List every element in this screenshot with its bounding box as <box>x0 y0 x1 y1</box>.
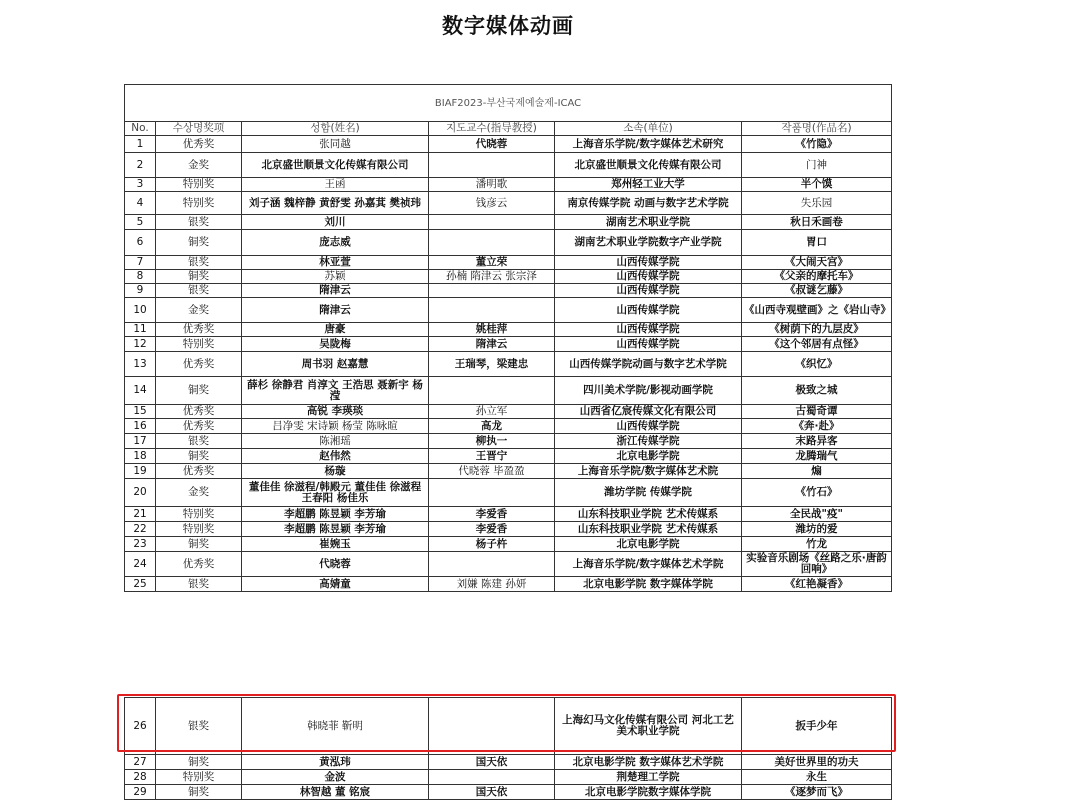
cell-names: 周书羽 赵嘉慧 <box>242 352 429 377</box>
cell-advisor <box>429 284 555 298</box>
cell-award: 银奖 <box>156 434 242 449</box>
table-row <box>125 298 892 323</box>
cell-award: 银奖 <box>156 215 242 230</box>
cell-no: 9 <box>125 284 156 298</box>
table-row <box>125 323 892 337</box>
cell-unit: 荆楚理工学院 <box>555 770 742 785</box>
cell-unit: 上海音乐学院/数字媒体艺术学院 <box>555 552 742 577</box>
cell-unit: 山西传媒学院动画与数字艺术学院 <box>555 352 742 377</box>
cell-no: 21 <box>125 507 156 522</box>
cell-award: 铜奖 <box>156 377 242 405</box>
table-row <box>125 755 892 770</box>
cell-unit: 湖南艺术职业学院数字产业学院 <box>555 230 742 256</box>
cell-no: 8 <box>125 270 156 284</box>
cell-unit: 北京电影学院 <box>555 449 742 464</box>
cell-advisor: 柳执一 <box>429 434 555 449</box>
cell-award: 特别奖 <box>156 178 242 192</box>
cell-unit: 山西传媒学院 <box>555 298 742 323</box>
cell-names: 吴陇梅 <box>242 337 429 352</box>
cell-award: 铜奖 <box>156 755 242 770</box>
cell-names: 吕净雯 宋诗颖 杨莹 陈咏暄 <box>242 419 429 434</box>
cell-unit: 山西传媒学院 <box>555 256 742 270</box>
cell-names: 庞志威 <box>242 230 429 256</box>
cell-no: 12 <box>125 337 156 352</box>
cell-award: 银奖 <box>156 256 242 270</box>
cell-work: 半个馍 <box>742 178 892 192</box>
cell-work: 扳手少年 <box>742 698 892 755</box>
table-row <box>125 770 892 785</box>
cell-no: 3 <box>125 178 156 192</box>
cell-names: 高锐 李瑛琰 <box>242 405 429 419</box>
header-unit: 소속(单位) <box>555 122 742 136</box>
cell-no: 17 <box>125 434 156 449</box>
cell-work: 全民战"疫" <box>742 507 892 522</box>
cell-no: 11 <box>125 323 156 337</box>
cell-unit: 山西传媒学院 <box>555 284 742 298</box>
table-row <box>125 464 892 479</box>
cell-work: 《山西寺观壁画》之《岩山寺》 <box>742 298 892 323</box>
cell-no: 29 <box>125 785 156 800</box>
cell-advisor <box>429 230 555 256</box>
cell-unit: 潍坊学院 传媒学院 <box>555 479 742 507</box>
cell-advisor: 国天依 <box>429 755 555 770</box>
cell-award: 银奖 <box>156 284 242 298</box>
cell-award: 优秀奖 <box>156 323 242 337</box>
table-row <box>125 178 892 192</box>
cell-work: 门神 <box>742 153 892 178</box>
cell-work: 实验音乐剧场《丝路之乐·唐韵回响》 <box>742 552 892 577</box>
table-row <box>125 449 892 464</box>
table-row <box>125 377 892 405</box>
cell-names: 金波 <box>242 770 429 785</box>
cell-work: 《大闹天宫》 <box>742 256 892 270</box>
table-row <box>125 537 892 552</box>
cell-names: 薛杉 徐静君 肖淳文 王浩思 聂新宇 杨滢 <box>242 377 429 405</box>
cell-no: 15 <box>125 405 156 419</box>
cell-names: 隋津云 <box>242 284 429 298</box>
cell-no: 24 <box>125 552 156 577</box>
cell-award: 金奖 <box>156 479 242 507</box>
cell-unit: 北京电影学院 数字媒体艺术学院 <box>555 755 742 770</box>
cell-advisor <box>429 377 555 405</box>
cell-advisor <box>429 552 555 577</box>
cell-award: 银奖 <box>156 577 242 592</box>
page-title: 数字媒体动画 <box>442 14 574 38</box>
cell-advisor: 李爱香 <box>429 522 555 537</box>
cell-names: 刘川 <box>242 215 429 230</box>
cell-work: 《叔谜乞藤》 <box>742 284 892 298</box>
table-header-row <box>125 122 892 136</box>
cell-unit: 上海音乐学院/数字媒体艺术院 <box>555 464 742 479</box>
highlight-box <box>117 694 896 752</box>
table-row <box>125 405 892 419</box>
cell-names: 代晓蓉 <box>242 552 429 577</box>
table-row <box>125 434 892 449</box>
cell-no: 25 <box>125 577 156 592</box>
cell-advisor <box>429 215 555 230</box>
cell-work: 末路异客 <box>742 434 892 449</box>
cell-names: 杨璇 <box>242 464 429 479</box>
cell-unit: 四川美术学院/影视动画学院 <box>555 377 742 405</box>
header-no: No. <box>125 122 156 136</box>
cell-names: 高婧童 <box>242 577 429 592</box>
cell-names: 崔婉玉 <box>242 537 429 552</box>
cell-names: 李超鹏 陈昱颖 李芳瑜 <box>242 522 429 537</box>
cell-award: 金奖 <box>156 153 242 178</box>
cell-award: 优秀奖 <box>156 405 242 419</box>
table-row <box>125 522 892 537</box>
table-row <box>125 552 892 577</box>
cell-advisor: 潘明歌 <box>429 178 555 192</box>
cell-advisor <box>429 770 555 785</box>
cell-no: 26 <box>125 698 156 755</box>
cell-work: 《竹石》 <box>742 479 892 507</box>
table-row <box>125 270 892 284</box>
cell-names: 赵伟然 <box>242 449 429 464</box>
header-names: 성함(姓名) <box>242 122 429 136</box>
cell-advisor <box>429 298 555 323</box>
table-row <box>125 577 892 592</box>
cell-award: 特别奖 <box>156 522 242 537</box>
cell-work: 永生 <box>742 770 892 785</box>
cell-no: 14 <box>125 377 156 405</box>
cell-award: 优秀奖 <box>156 552 242 577</box>
cell-award: 优秀奖 <box>156 464 242 479</box>
table-row <box>125 352 892 377</box>
cell-names: 董佳佳 徐滋程/韩殿元 董佳佳 徐滋程 王春阳 杨佳乐 <box>242 479 429 507</box>
cell-work: 秋日禾画卷 <box>742 215 892 230</box>
cell-work: 《竹隐》 <box>742 136 892 153</box>
cell-names: 北京盛世顺景文化传媒有限公司 <box>242 153 429 178</box>
cell-no: 1 <box>125 136 156 153</box>
cell-work: 潍坊的爱 <box>742 522 892 537</box>
header-work: 작품명(作品名) <box>742 122 892 136</box>
cell-work: 《织忆》 <box>742 352 892 377</box>
cell-unit: 湖南艺术职业学院 <box>555 215 742 230</box>
cell-advisor: 国天依 <box>429 785 555 800</box>
cell-advisor: 董立荣 <box>429 256 555 270</box>
cell-no: 7 <box>125 256 156 270</box>
awards-table <box>124 84 892 592</box>
cell-work: 《红艳凝香》 <box>742 577 892 592</box>
cell-unit: 郑州轻工业大学 <box>555 178 742 192</box>
cell-unit: 山西传媒学院 <box>555 419 742 434</box>
cell-award: 铜奖 <box>156 449 242 464</box>
cell-unit: 上海幻马文化传媒有限公司 河北工艺美术职业学院 <box>555 698 742 755</box>
cell-advisor: 孙楠 隋津云 张宗泽 <box>429 270 555 284</box>
cell-work: 失乐园 <box>742 192 892 215</box>
cell-unit: 北京电影学院 <box>555 537 742 552</box>
cell-advisor: 高龙 <box>429 419 555 434</box>
cell-work: 煽 <box>742 464 892 479</box>
cell-work: 《树荫下的九层皮》 <box>742 323 892 337</box>
cell-names: 林亚萱 <box>242 256 429 270</box>
cell-names: 王函 <box>242 178 429 192</box>
cell-no: 27 <box>125 755 156 770</box>
cell-no: 23 <box>125 537 156 552</box>
cell-award: 铜奖 <box>156 537 242 552</box>
cell-award: 特别奖 <box>156 337 242 352</box>
cell-award: 特别奖 <box>156 192 242 215</box>
table-row <box>125 419 892 434</box>
cell-unit: 山西传媒学院 <box>555 323 742 337</box>
cell-no: 22 <box>125 522 156 537</box>
cell-advisor: 杨子杵 <box>429 537 555 552</box>
cell-no: 18 <box>125 449 156 464</box>
cell-no: 19 <box>125 464 156 479</box>
cell-unit: 北京电影学院 数字媒体学院 <box>555 577 742 592</box>
header-award: 수상명奖项 <box>156 122 242 136</box>
cell-award: 金奖 <box>156 298 242 323</box>
cell-advisor <box>429 479 555 507</box>
cell-work: 竹龙 <box>742 537 892 552</box>
cell-names: 刘子涵 魏梓静 黄舒雯 孙嘉萁 樊祯玮 <box>242 192 429 215</box>
cell-advisor: 刘嫌 陈建 孙妍 <box>429 577 555 592</box>
table-row <box>125 192 892 215</box>
cell-advisor: 代晓蓉 毕盈盈 <box>429 464 555 479</box>
cell-no: 5 <box>125 215 156 230</box>
cell-names: 陈湘瑶 <box>242 434 429 449</box>
cell-names: 隋津云 <box>242 298 429 323</box>
cell-names: 张同越 <box>242 136 429 153</box>
cell-award: 优秀奖 <box>156 419 242 434</box>
cell-advisor: 姚桂萍 <box>429 323 555 337</box>
cell-award: 优秀奖 <box>156 136 242 153</box>
cell-advisor: 隋津云 <box>429 337 555 352</box>
cell-unit: 山西传媒学院 <box>555 337 742 352</box>
cell-unit: 浙江传媒学院 <box>555 434 742 449</box>
table-row <box>125 785 892 800</box>
table-row <box>125 230 892 256</box>
table-row <box>125 256 892 270</box>
cell-work: 胃口 <box>742 230 892 256</box>
cell-work: 古蜀奇谭 <box>742 405 892 419</box>
cell-no: 13 <box>125 352 156 377</box>
cell-work: 极致之城 <box>742 377 892 405</box>
cell-award: 优秀奖 <box>156 352 242 377</box>
cell-unit: 山西省亿宸传媒文化有限公司 <box>555 405 742 419</box>
cell-no: 28 <box>125 770 156 785</box>
cell-names: 林智越 董 铭宸 <box>242 785 429 800</box>
cell-advisor: 钱彦云 <box>429 192 555 215</box>
cell-award: 铜奖 <box>156 270 242 284</box>
cell-award: 特别奖 <box>156 507 242 522</box>
cell-no: 4 <box>125 192 156 215</box>
cell-unit: 山东科技职业学院 艺术传媒系 <box>555 522 742 537</box>
cell-names: 苏颖 <box>242 270 429 284</box>
cell-no: 16 <box>125 419 156 434</box>
cell-work: 《这个邻居有点怪》 <box>742 337 892 352</box>
cell-unit: 山西传媒学院 <box>555 270 742 284</box>
table-caption: BIAF2023-부산국제예술제-ICAC <box>125 85 892 122</box>
cell-advisor: 李爱香 <box>429 507 555 522</box>
cell-advisor: 王瑞琴，梁建忠 <box>429 352 555 377</box>
cell-names: 唐豪 <box>242 323 429 337</box>
cell-advisor: 王晋宁 <box>429 449 555 464</box>
cell-advisor <box>429 153 555 178</box>
table-row <box>125 215 892 230</box>
cell-advisor: 孙立军 <box>429 405 555 419</box>
cell-unit: 北京电影学院数字媒体学院 <box>555 785 742 800</box>
table-row <box>125 153 892 178</box>
table-row <box>125 507 892 522</box>
cell-no: 10 <box>125 298 156 323</box>
cell-award: 特别奖 <box>156 770 242 785</box>
cell-unit: 南京传媒学院 动画与数字艺术学院 <box>555 192 742 215</box>
cell-work: 《逐梦而飞》 <box>742 785 892 800</box>
cell-award: 银奖 <box>156 698 242 755</box>
cell-unit: 山东科技职业学院 艺术传媒系 <box>555 507 742 522</box>
cell-no: 20 <box>125 479 156 507</box>
cell-award: 铜奖 <box>156 785 242 800</box>
cell-unit: 上海音乐学院/数字媒体艺术研究 <box>555 136 742 153</box>
cell-work: 《奔·赴》 <box>742 419 892 434</box>
table-caption-row <box>125 85 892 122</box>
cell-names: 黄泓玮 <box>242 755 429 770</box>
cell-work: 《父亲的摩托车》 <box>742 270 892 284</box>
header-advisor: 지도교수(指导教授) <box>429 122 555 136</box>
cell-names: 韩晓菲 靳明 <box>242 698 429 755</box>
table-row <box>125 479 892 507</box>
cell-advisor: 代晓蓉 <box>429 136 555 153</box>
table-row <box>125 337 892 352</box>
cell-work: 龙腾瑞气 <box>742 449 892 464</box>
cell-award: 铜奖 <box>156 230 242 256</box>
cell-unit: 北京盛世顺景文化传媒有限公司 <box>555 153 742 178</box>
cell-no: 6 <box>125 230 156 256</box>
cell-no: 2 <box>125 153 156 178</box>
cell-names: 李超鹏 陈昱颖 李芳瑜 <box>242 507 429 522</box>
table-row <box>125 284 892 298</box>
cell-work: 美好世界里的功夫 <box>742 755 892 770</box>
table-row <box>125 136 892 153</box>
